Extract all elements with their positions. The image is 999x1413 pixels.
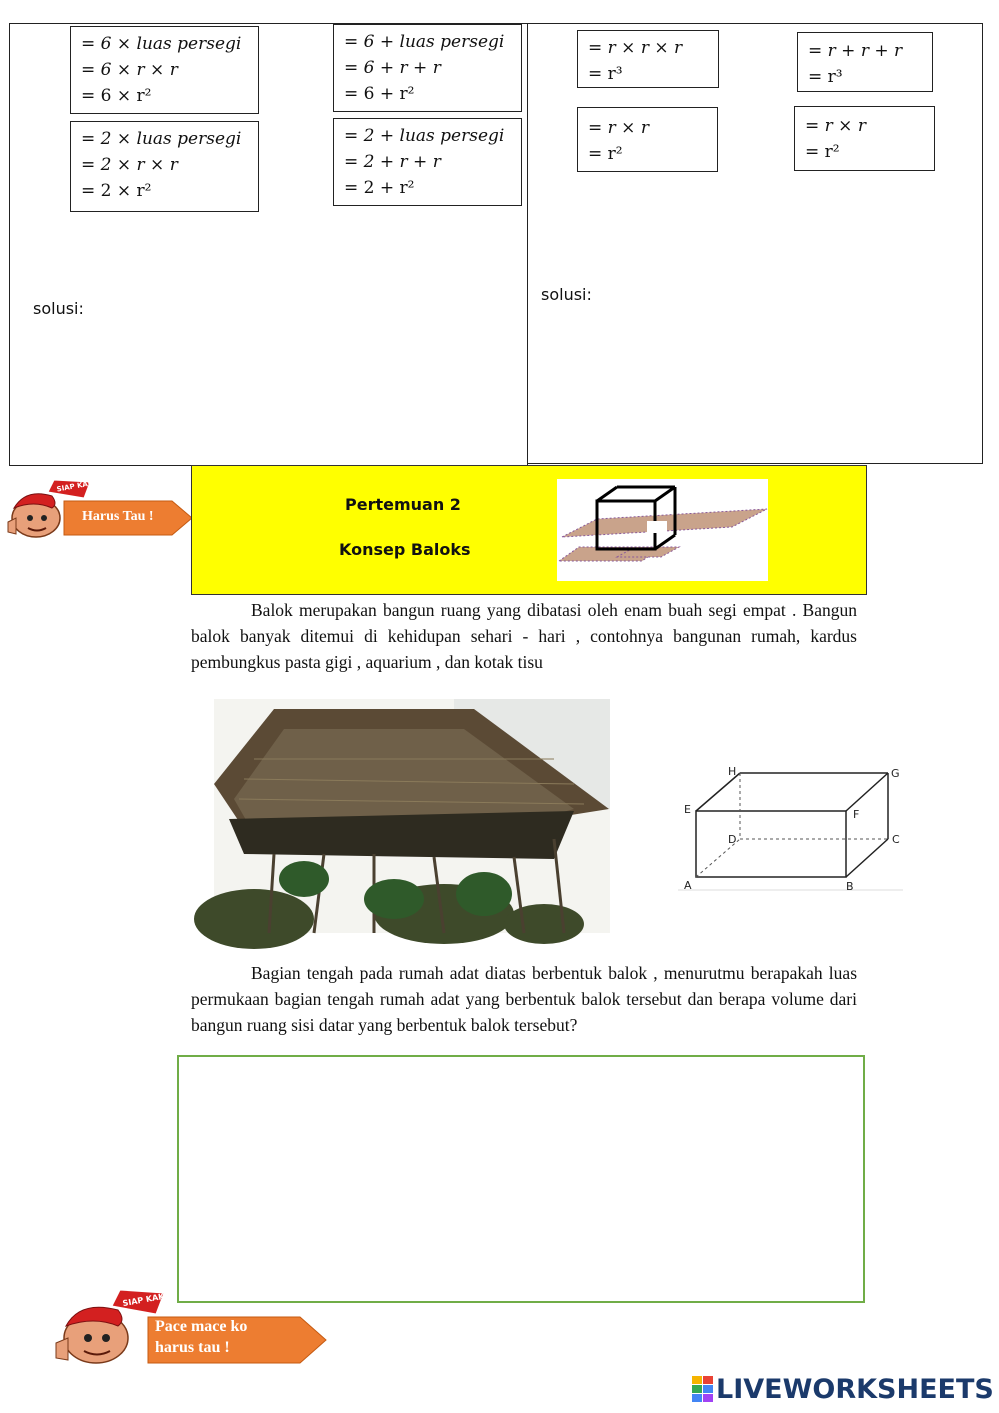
cuboid-diagram <box>678 763 908 893</box>
siap-kaka-badge-icon <box>110 1288 178 1316</box>
option-2-times-luas[interactable] <box>70 121 259 212</box>
siap-badge-text: SIAP KAKA ! <box>56 477 105 494</box>
siap-badge-text: SIAP KAKA ! <box>121 1289 178 1309</box>
vertex-d-label: D <box>728 833 737 846</box>
option-line: = 6 × r × r <box>81 60 178 80</box>
banner-subtitle: Konsep Baloks <box>339 540 471 559</box>
option-line: = 2 + r² <box>344 178 415 198</box>
liveworksheets-logo-icon <box>692 1376 714 1402</box>
option-line: = 2 × luas persegi <box>81 129 242 149</box>
option-r-times-r-b[interactable] <box>794 106 935 171</box>
option-line: = r³ <box>808 67 843 87</box>
option-line: = 2 + r + r <box>344 152 441 172</box>
option-line: = 2 × r² <box>81 181 152 201</box>
question-paragraph <box>191 960 857 1038</box>
option-line: = r² <box>588 144 623 164</box>
option-line: = 2 + luas persegi <box>344 126 505 146</box>
intro-paragraph <box>191 597 857 675</box>
lesson-banner <box>191 465 867 595</box>
intro-text: Balok merupakan bangun ruang yang dibatasi oleh enam buah segi empat . Bangun balok banyak ditemui di kehidupan sehari - hari , contohnya bangunan rumah, kardus pembungkus pasta gigi , aquarium , dan kotak tisu <box>191 600 857 672</box>
vertex-c-label: C <box>892 833 900 846</box>
vertex-h-label: H <box>728 765 737 778</box>
option-2-plus-luas[interactable] <box>333 118 522 206</box>
vertex-a-label: A <box>684 879 692 892</box>
option-r-times-r-times-r[interactable] <box>577 30 719 88</box>
option-line: = 6 + luas persegi <box>344 32 505 52</box>
pace-tag-line1: Pace mace ko <box>155 1318 248 1335</box>
vertex-b-label: B <box>846 880 854 893</box>
stilt-house-photo <box>214 699 610 933</box>
option-line: = 6 + r² <box>344 84 415 104</box>
option-line: = r × r × r <box>588 38 683 58</box>
vertex-g-label: G <box>891 767 900 780</box>
option-line: = 6 × r² <box>81 86 152 106</box>
option-line: = r² <box>805 142 840 162</box>
option-r-times-r-a[interactable] <box>577 107 718 172</box>
option-line: = r × r <box>805 116 866 136</box>
siap-kaka-badge-icon <box>46 477 105 500</box>
banner-title: Pertemuan 2 <box>345 495 461 514</box>
vertex-e-label: E <box>684 803 691 816</box>
harus-tau-label: Harus Tau ! <box>82 509 154 524</box>
option-line: = 6 × luas persegi <box>81 34 242 54</box>
harus-tau-tag <box>6 478 196 540</box>
liveworksheets-logo[interactable]: LIVEWORKSHEETS <box>716 1374 994 1405</box>
option-line: = r³ <box>588 64 623 84</box>
option-6-times-luas[interactable] <box>70 26 259 114</box>
pace-tag-line2: harus tau ! <box>155 1339 230 1356</box>
option-line: = r × r <box>588 118 649 138</box>
solusi-label-right: solusi: <box>541 285 592 304</box>
pace-mace-tag <box>54 1288 334 1366</box>
answer-text-area[interactable] <box>177 1055 865 1303</box>
option-line: = r + r + r <box>808 41 903 61</box>
vertex-f-label: F <box>853 808 860 821</box>
question-text: Bagian tengah pada rumah adat diatas berbentuk balok , menurutmu berapakah luas permukaan bagian tengah rumah adat yang berbentuk balok tersebut dan berapa volume dari bangun ruang sisi datar yang berbentuk balok tersebut? <box>191 963 857 1035</box>
option-6-plus-luas[interactable] <box>333 24 522 112</box>
option-line: = 2 × r × r <box>81 155 178 175</box>
cuboid-net-image <box>557 479 768 581</box>
option-line: = 6 + r + r <box>344 58 441 78</box>
solusi-label-left: solusi: <box>33 299 84 318</box>
option-r-plus-r-plus-r[interactable] <box>797 32 933 92</box>
